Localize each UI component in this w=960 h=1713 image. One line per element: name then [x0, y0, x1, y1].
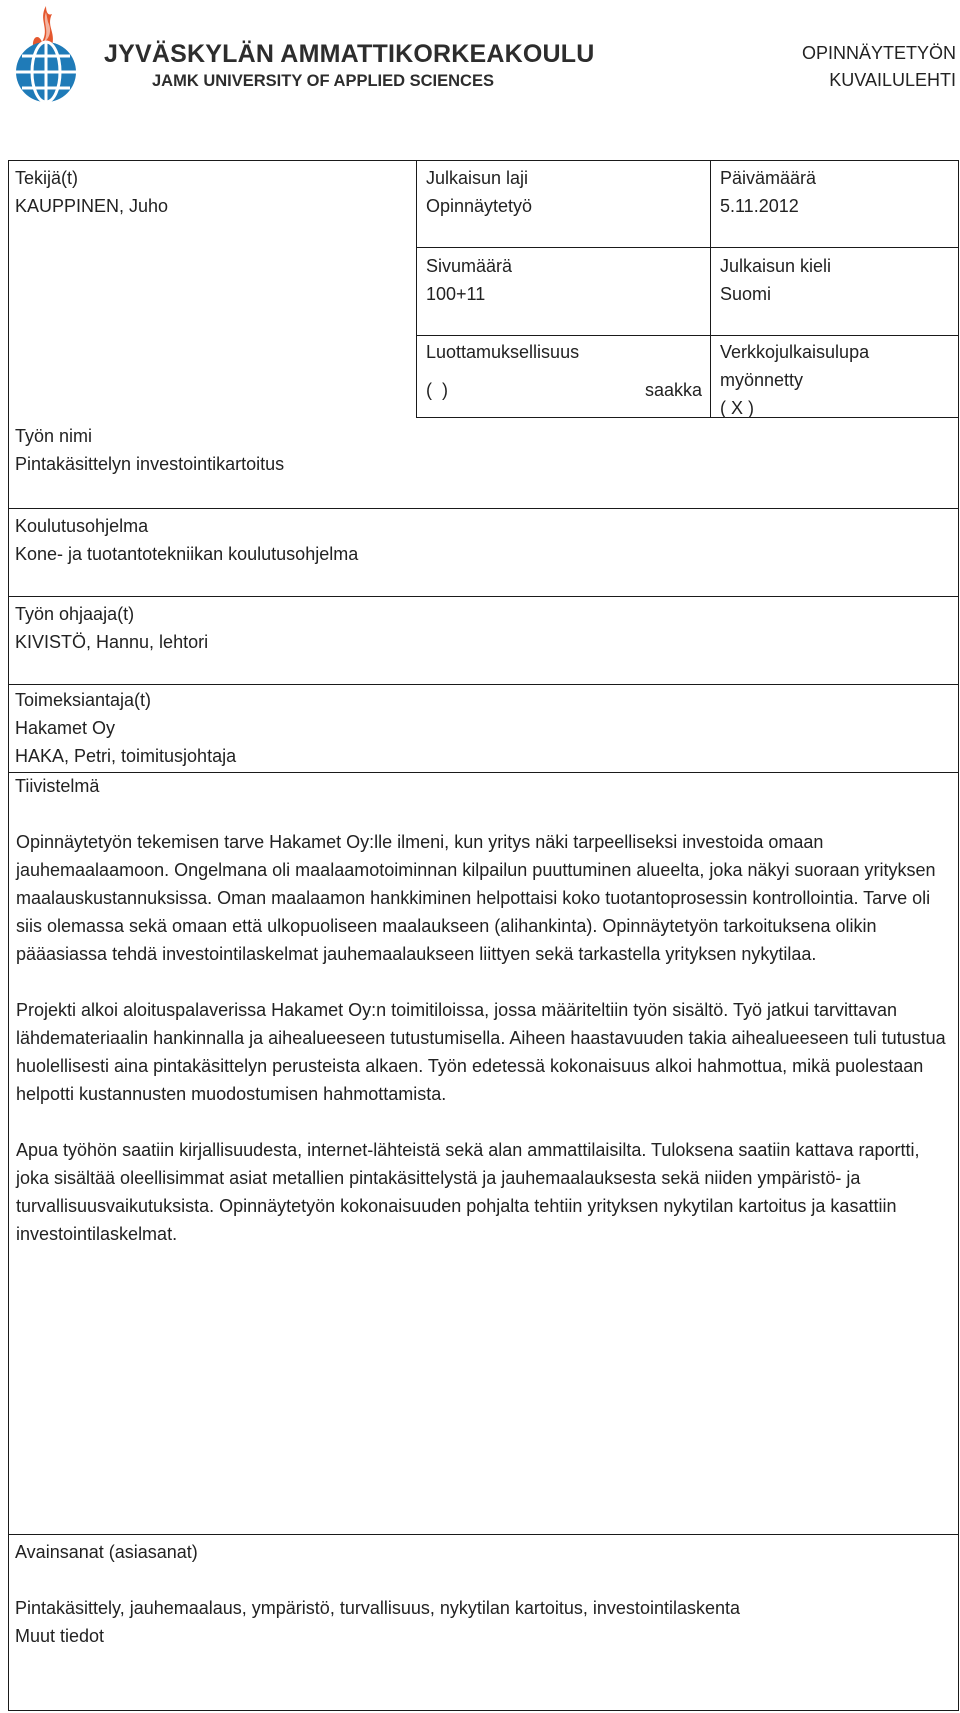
commissioner-line-2: HAKA, Petri, toimitusjohtaja [15, 746, 237, 766]
abstract-paragraph-2: Projekti alkoi aloituspalaverissa Hakamet Oy:n toimitiloissa, jossa määriteltiin työn sisältö. Työ jatkui tarvittavan lähdemateriaalin hankinnalla ja aihealueeseen tutustumisella. Aiheen haastavuuden takia aihealueeseen tuli tutustua huolellisesti aina pintakäsittelyn perusteista alkaen. Työn edetessä kokonaisuus alkoi hahmottua, mikä puolestaan helpotti kustannusten muodostumisen hahmottamista. [16, 1000, 946, 1104]
date-value: 5.11.2012 [720, 196, 799, 216]
abstract-body [16, 828, 956, 1276]
keywords-label: Avainsanat (asiasanat) [15, 1542, 198, 1562]
author-label: Tekijä(t) [15, 168, 79, 188]
confidentiality-checkbox[interactable]: ( ) [426, 380, 448, 400]
pages-value: 100+11 [426, 284, 486, 304]
publication-type-label: Julkaisun laji [426, 168, 529, 188]
description-form [8, 160, 959, 1711]
confidentiality-field [426, 338, 702, 404]
title-label: Työn nimi [15, 426, 93, 446]
title-value: Pintakäsittelyn investointikartoitus [15, 454, 285, 474]
supervisor-value: KIVISTÖ, Hannu, lehtori [15, 632, 209, 652]
pages-field [426, 252, 512, 308]
author-field [15, 164, 168, 220]
document-type-line-1: OPINNÄYTETYÖN [801, 43, 956, 63]
publication-type-value: Opinnäytetyö [426, 196, 533, 216]
university-name-fi: JYVÄSKYLÄN AMMATTIKORKEAKOULU [104, 40, 595, 68]
supervisor-label: Työn ohjaaja(t) [15, 604, 135, 624]
language-field [720, 252, 831, 308]
web-permission-label-line-1: Verkkojulkaisulupa [720, 342, 870, 362]
degree-programme-field [15, 512, 358, 568]
author-value: KAUPPINEN, Juho [15, 196, 169, 216]
web-permission-label-line-2: myönnetty [720, 370, 804, 390]
pages-label: Sivumäärä [426, 256, 513, 276]
title-field [15, 422, 284, 478]
keywords-value: Pintakäsittely, jauhemaalaus, ympäristö, turvallisuus, nykytilan kartoitus, investointilaskenta [15, 1598, 741, 1618]
commissioner-field [15, 686, 236, 770]
supervisor-field [15, 600, 208, 656]
commissioner-label: Toimeksiantaja(t) [15, 690, 152, 710]
web-permission-field [720, 338, 869, 422]
language-value: Suomi [720, 284, 772, 304]
web-permission-value[interactable]: ( X ) [720, 398, 754, 418]
language-label: Julkaisun kieli [720, 256, 832, 276]
jamk-logo-icon [8, 2, 84, 106]
publication-type-field [426, 164, 532, 220]
document-type [756, 40, 960, 94]
abstract-paragraph-3: Apua työhön saatiin kirjallisuudesta, internet-lähteistä sekä alan ammattilaisilta. Tuloksena saatiin kattava raportti, joka sisältää oleellisimmat asiat metallien pintakäsittelystä ja jauhemaalauksesta sekä niiden ympäristö- ja turvallisuusvaikutuksista. Opinnäytetyön kokonaisuuden pohjalta tehtiin yrityksen nykytilan kartoitus ja kasattiin investointilaskelmat. [16, 1140, 920, 1244]
university-name-en: JAMK UNIVERSITY OF APPLIED SCIENCES [152, 72, 494, 90]
confidentiality-label: Luottamuksellisuus [426, 342, 580, 362]
commissioner-line-1: Hakamet Oy [15, 718, 116, 738]
degree-programme-label: Koulutusohjelma [15, 516, 149, 536]
document-type-line-2: KUVAILULEHTI [829, 70, 956, 90]
degree-programme-value: Kone- ja tuotantotekniikan koulutusohjelma [15, 544, 359, 564]
abstract-label: Tiivistelmä [15, 776, 100, 796]
confidentiality-until: saakka [644, 380, 702, 400]
abstract-paragraph-1: Opinnäytetyön tekemisen tarve Hakamet Oy:lle ilmeni, kun yritys näki tarpeelliseksi investoida omaan jauhemaalaamoon. Ongelmana oli maalaamotoiminnan kilpailun puuttuminen alueelta, joka näkyi suoraan yrityksen maalauskustannuksissa. Oman maalaamon hankkiminen helpottaisi koko tuotantoprosessin kontrollointia. Tarve oli siis olemassa sekä omaan että ulkopuoliseen maalaukseen (alihankinta). Opinnäytetyön tarkoituksena olikin pääasiassa tehdä investointilaskelmat jauhemaalaukseen liittyen sekä tarkastella yrityksen nykytilaa. [16, 832, 936, 964]
date-field [720, 164, 816, 220]
date-label: Päivämäärä [720, 168, 817, 188]
other-info-label: Muut tiedot [15, 1626, 105, 1646]
